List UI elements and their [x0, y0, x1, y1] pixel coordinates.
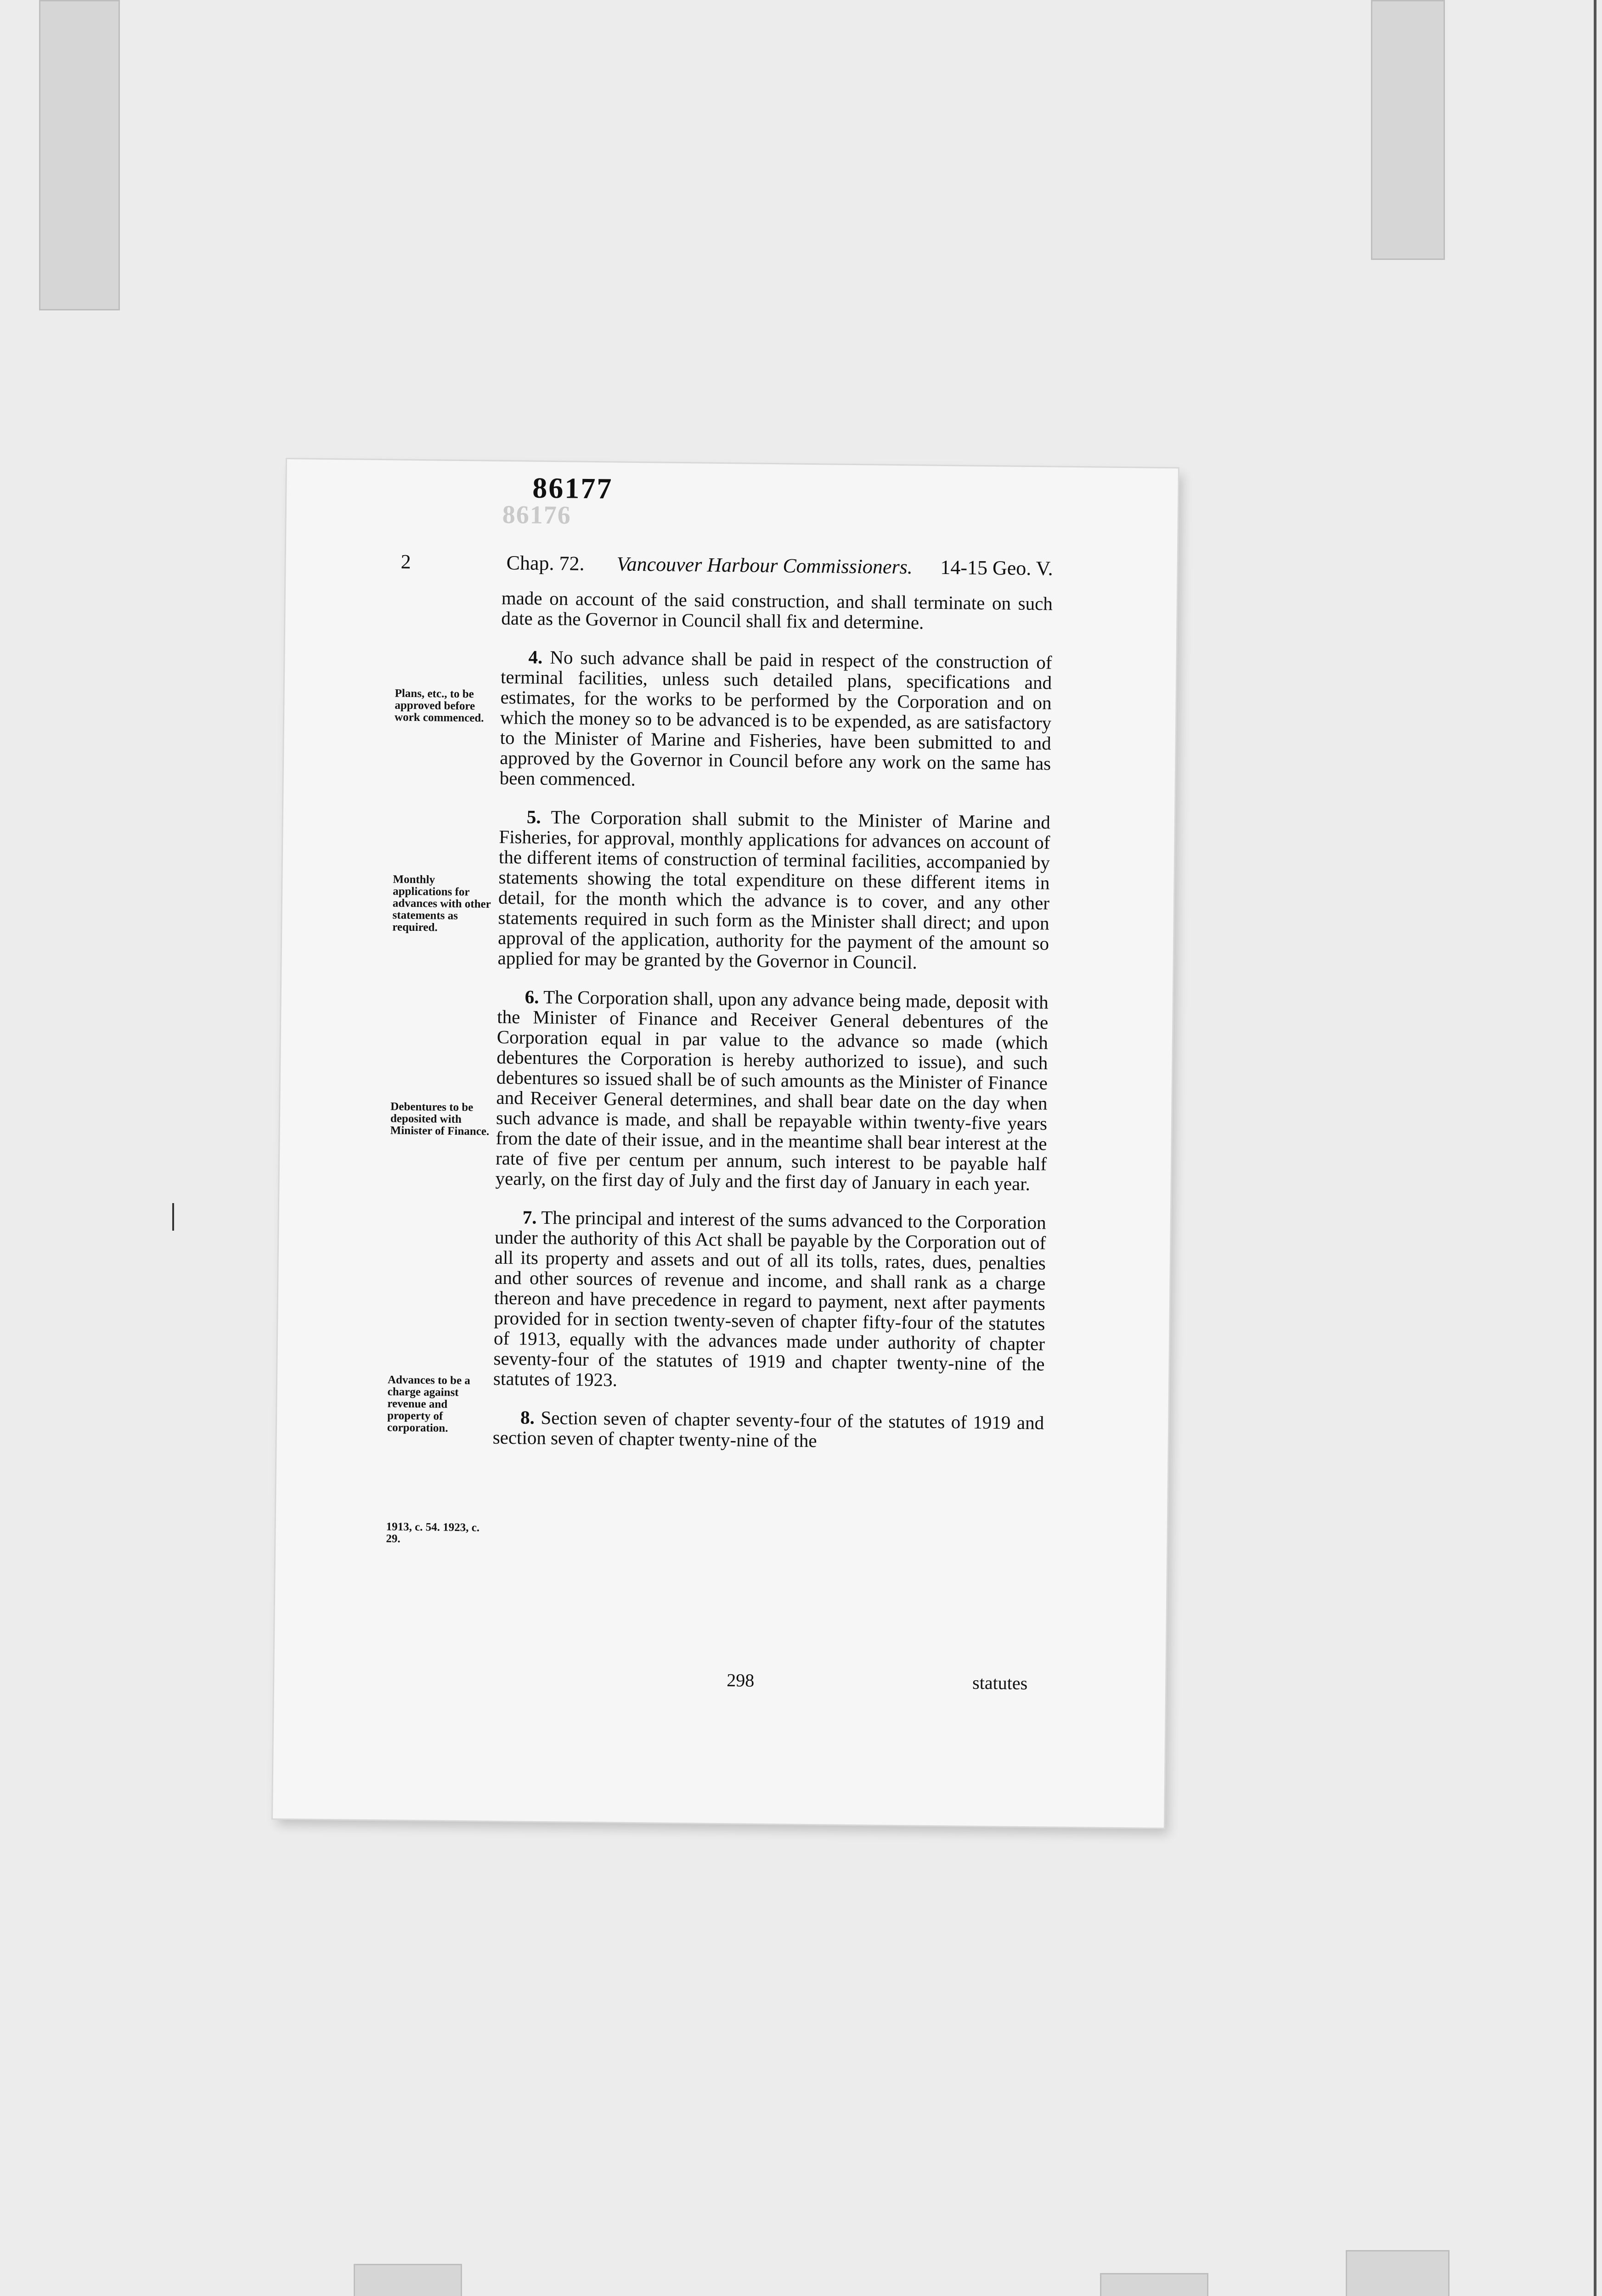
section-paragraph — [495, 986, 1049, 1194]
mounting-tape — [1371, 0, 1445, 260]
section-text: The principal and interest of the sums advanced to the Corporation under the authority of this Act shall be payable by the Corporation out of all its property and assets and out of all its tolls, rates, dues, penalties and other sources of revenue and income, and shall rank as a charge thereon and have precedence in regard to payment, next after payments provided for in section twenty-seven of chapter fifty-four of the statutes of 1913, equally with the advances made under authority of chapter seventy-four of the statutes of 1919 and chapter twenty-nine of the statutes of 1923. — [493, 1206, 1046, 1390]
catchword: statutes — [972, 1672, 1028, 1694]
scan-mark — [172, 1203, 174, 1231]
continuation-paragraph: made on account of the said construction, and shall terminate on such date as the Governor in Council shall fix and determine. — [501, 587, 1053, 633]
section-text: The Corporation shall submit to the Minister of Marine and Fisheries, for approval, monthly applications for advances on account of the different items of construction of terminal facilities, accompanied by statements showing the total expenditure on these different items in detail, for the month which the advance is to cover, and any other statements required in such form as the Minister shall direct; and upon approval of the application, authority for the payment of the amount so applied for may be granted by the Governor in Council. — [497, 806, 1051, 973]
scan-mark — [1594, 0, 1596, 2296]
section-paragraph — [500, 647, 1052, 794]
page-number: 2 — [400, 550, 411, 573]
page-header — [400, 550, 1053, 580]
document-stamp-ghost: 86176 — [502, 500, 572, 530]
section-number: 6. — [525, 986, 539, 1007]
section-paragraph — [497, 806, 1050, 974]
section-paragraph — [493, 1207, 1046, 1395]
mounting-tape — [1100, 2273, 1208, 2296]
marginal-note: Monthly applications for advances with other statements as required. — [392, 873, 491, 934]
mounting-tape — [39, 0, 120, 310]
mounting-tape — [354, 2264, 462, 2296]
section-number: 8. — [520, 1407, 535, 1428]
marginal-note: Advances to be a charge against revenue and property of corporation. — [387, 1373, 471, 1435]
document-stamp-number: 86177 — [532, 471, 613, 505]
section-text: The Corporation shall, upon any advance being made, deposit with the Minister of Finance and Receiver General debentures of the Corporation equal in par value to the advance so made (which debentures the Corporation is hereby authorized to issue), and such debentures so issued shall be of such amounts as the Minister of Finance and Receiver General determines, and shall bear date on the day when such advance is made, and shall be repayable within twenty-five years from the date of their issue, and in the meantime shall bear interest at the rate of five per centum per annum, such interest to be payable half yearly, on the first day of July and the first day of January in each year. — [495, 986, 1049, 1195]
section-text: Section seven of chapter seventy-four of the statutes of 1919 and section seven of chapter twenty-nine of the — [492, 1407, 1044, 1452]
act-title: Vancouver Harbour Commissioners. — [616, 552, 913, 579]
section-paragraph — [492, 1407, 1044, 1453]
section-number: 5. — [526, 806, 541, 827]
document-page — [273, 459, 1178, 1828]
footer-page-number: 298 — [726, 1670, 755, 1691]
section-number: 4. — [528, 646, 543, 668]
mounting-tape — [1346, 2250, 1450, 2296]
regnal-year: 14-15 Geo. V. — [940, 556, 1053, 580]
document-body — [492, 588, 1053, 1471]
section-number: 7. — [522, 1206, 537, 1228]
section-text: No such advance shall be paid in respect of the construction of terminal facilities, unless such detailed plans, specifications and estimates, for the works to be performed by the Corporation and on which the money so to be advanced is to be expended, as are satisfactory to the Minister of Marine and Fisheries, have been submitted to and approved by the Governor in Council before any work on the same has been commenced. — [499, 647, 1052, 790]
chapter-label: Chap. 72. — [506, 551, 585, 575]
marginal-note-citation: 1913, c. 54. 1923, c. 29. — [386, 1520, 480, 1545]
marginal-note: Plans, etc., to be approved before work commenced. — [394, 687, 484, 725]
marginal-note: Debentures to be deposited with Minister of Finance. — [390, 1100, 490, 1138]
